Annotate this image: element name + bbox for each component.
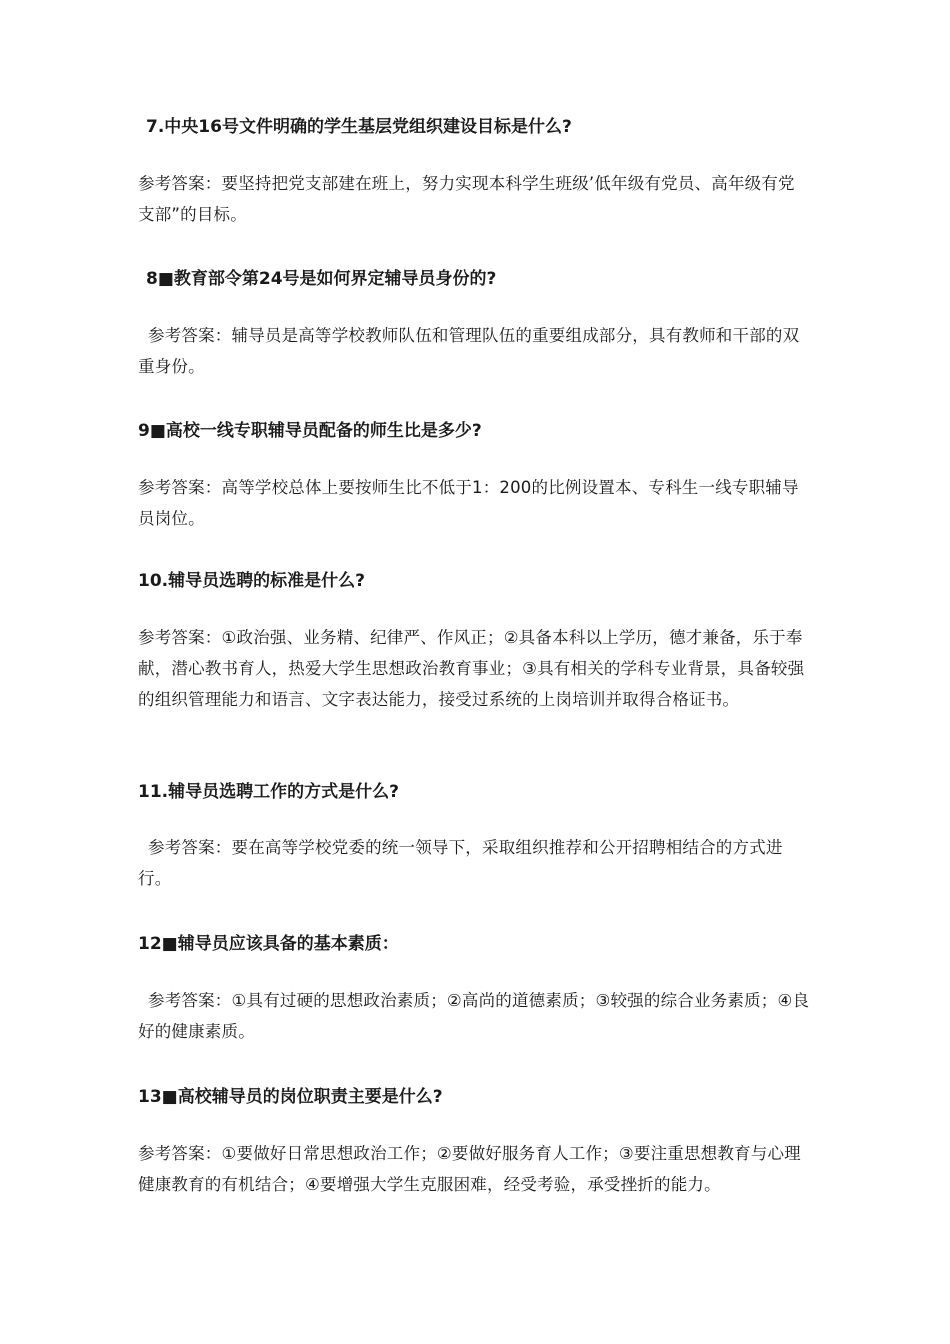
answer-13: 参考答案：①要做好日常思想政治工作；②要做好服务育人工作；③要注重思想教育与心理健康教育的有机结合；④要增强大学生克服困难，经受考验，承受挫折的能力。	[138, 1144, 801, 1194]
answer-9: 参考答案：高等学校总体上要按师生比不低于1：200的比例设置本、专科生一线专职辅导员岗位。	[138, 478, 799, 528]
answer-10: 参考答案：①政治强、业务精、纪律严、作风正；②具备本科以上学历，德才兼备，乐于奉献，潜心教书育人，热爱大学生思想政治教育事业；③具有相关的学科专业背景，具备较强的组织管理能力和语言、文字表达能力，接受过系统的上岗培训并取得合格证书。	[138, 628, 805, 709]
question-8: 8■教育部令第24号是如何界定辅导员身份的?	[146, 269, 497, 289]
question-13: 13■高校辅导员的岗位职责主要是什么?	[138, 1087, 443, 1107]
question-7: 7.中央16号文件明确的学生基层党组织建设目标是什么?	[146, 117, 572, 137]
question-12: 12■辅导员应该具备的基本素质：	[138, 934, 399, 954]
question-11: 11.辅导员选聘工作的方式是什么?	[138, 782, 399, 802]
answer-11: 参考答案：要在高等学校党委的统一领导下，采取组织推荐和公开招聘相结合的方式进行。	[138, 838, 783, 888]
answer-7: 参考答案：要坚持把党支部建在班上，努力实现本科学生班级’低年级有党员、高年级有党支部”的目标。	[138, 174, 795, 224]
answer-8: 参考答案：辅导员是高等学校教师队伍和管理队伍的重要组成部分，具有教师和干部的双重身份。	[138, 326, 800, 376]
question-10: 10.辅导员选聘的标准是什么?	[138, 571, 365, 591]
question-9: 9■高校一线专职辅导员配备的师生比是多少?	[138, 421, 482, 441]
answer-12: 参考答案：①具有过硬的思想政治素质；②高尚的道德素质；③较强的综合业务素质；④良好的健康素质。	[138, 991, 810, 1041]
